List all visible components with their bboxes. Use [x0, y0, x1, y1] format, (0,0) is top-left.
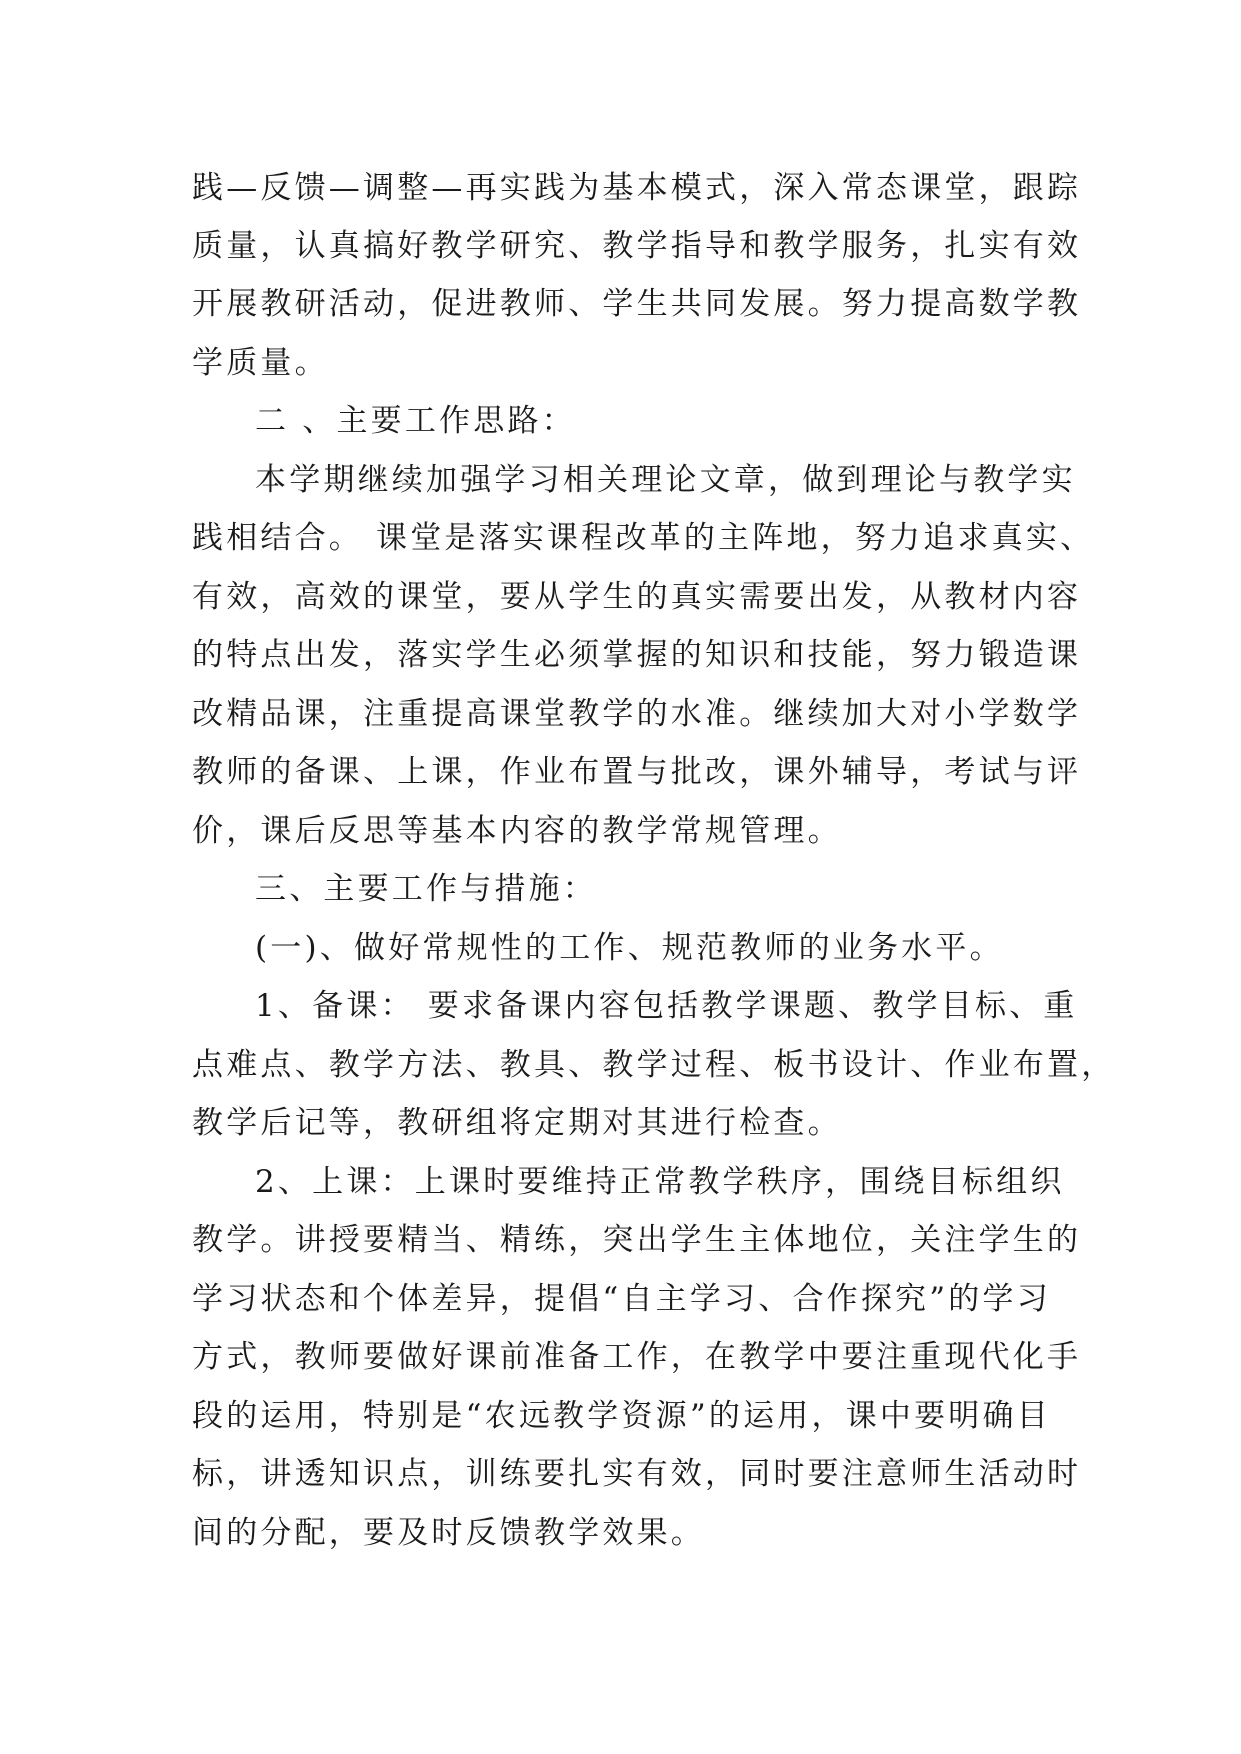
text-line: 开展教研活动，促进教师、学生共同发展。努力提高数学教 — [192, 286, 1082, 322]
text-line: 改精品课，注重提高课堂教学的水准。继续加大对小学数学 — [192, 696, 1082, 732]
text-line: 段的运用，特别是“农远教学资源”的运用，课中要明确目 — [192, 1398, 1051, 1434]
text-line: 价，课后反思等基本内容的教学常规管理。 — [192, 813, 842, 849]
text-line: 教学。讲授要精当、精练，突出学生主体地位，关注学生的 — [192, 1222, 1082, 1258]
text-line: 教学后记等，教研组将定期对其进行检查。 — [192, 1105, 842, 1141]
text-line: 点难点、教学方法、教具、教学过程、板书设计、作业布置， — [192, 1047, 1116, 1083]
section-heading: 三、主要工作与措施： — [255, 871, 597, 907]
text-line: 教师的备课、上课，作业布置与批改，课外辅导，考试与评 — [192, 754, 1082, 790]
section-heading: 二 、主要工作思路： — [255, 403, 576, 439]
text-line: 的特点出发，落实学生必须掌握的知识和技能，努力锻造课 — [192, 637, 1082, 673]
paragraph-start: 本学期继续加强学习相关理论文章，做到理论与教学实 — [255, 462, 1076, 498]
text-line: 践相结合。 课堂是落实课程改革的主阵地，努力追求真实、 — [192, 520, 1095, 556]
text-line: 标，讲透知识点，训练要扎实有效，同时要注意师生活动时 — [192, 1456, 1082, 1492]
text-line: 有效，高效的课堂，要从学生的真实需要出发，从教材内容 — [192, 579, 1082, 615]
subsection-heading: (一)、做好常规性的工作、规范教师的业务水平。 — [255, 930, 1004, 966]
paragraph-start: 2、上课：上课时要维持正常教学秩序，围绕目标组织 — [255, 1164, 1065, 1200]
text-line: 间的分配，要及时反馈教学效果。 — [192, 1515, 705, 1551]
text-line: 质量，认真搞好教学研究、教学指导和教学服务，扎实有效 — [192, 228, 1082, 264]
text-line: 方式，教师要做好课前准备工作，在教学中要注重现代化手 — [192, 1339, 1082, 1375]
text-line: 学习状态和个体差异，提倡“自主学习、合作探究”的学习 — [192, 1281, 1051, 1317]
paragraph-start: 1、备课： 要求备课内容包括教学课题、教学目标、重 — [255, 988, 1078, 1024]
text-line: 践—反馈—调整—再实践为基本模式，深入常态课堂，跟踪 — [192, 170, 1082, 206]
text-line: 学质量。 — [192, 345, 329, 381]
